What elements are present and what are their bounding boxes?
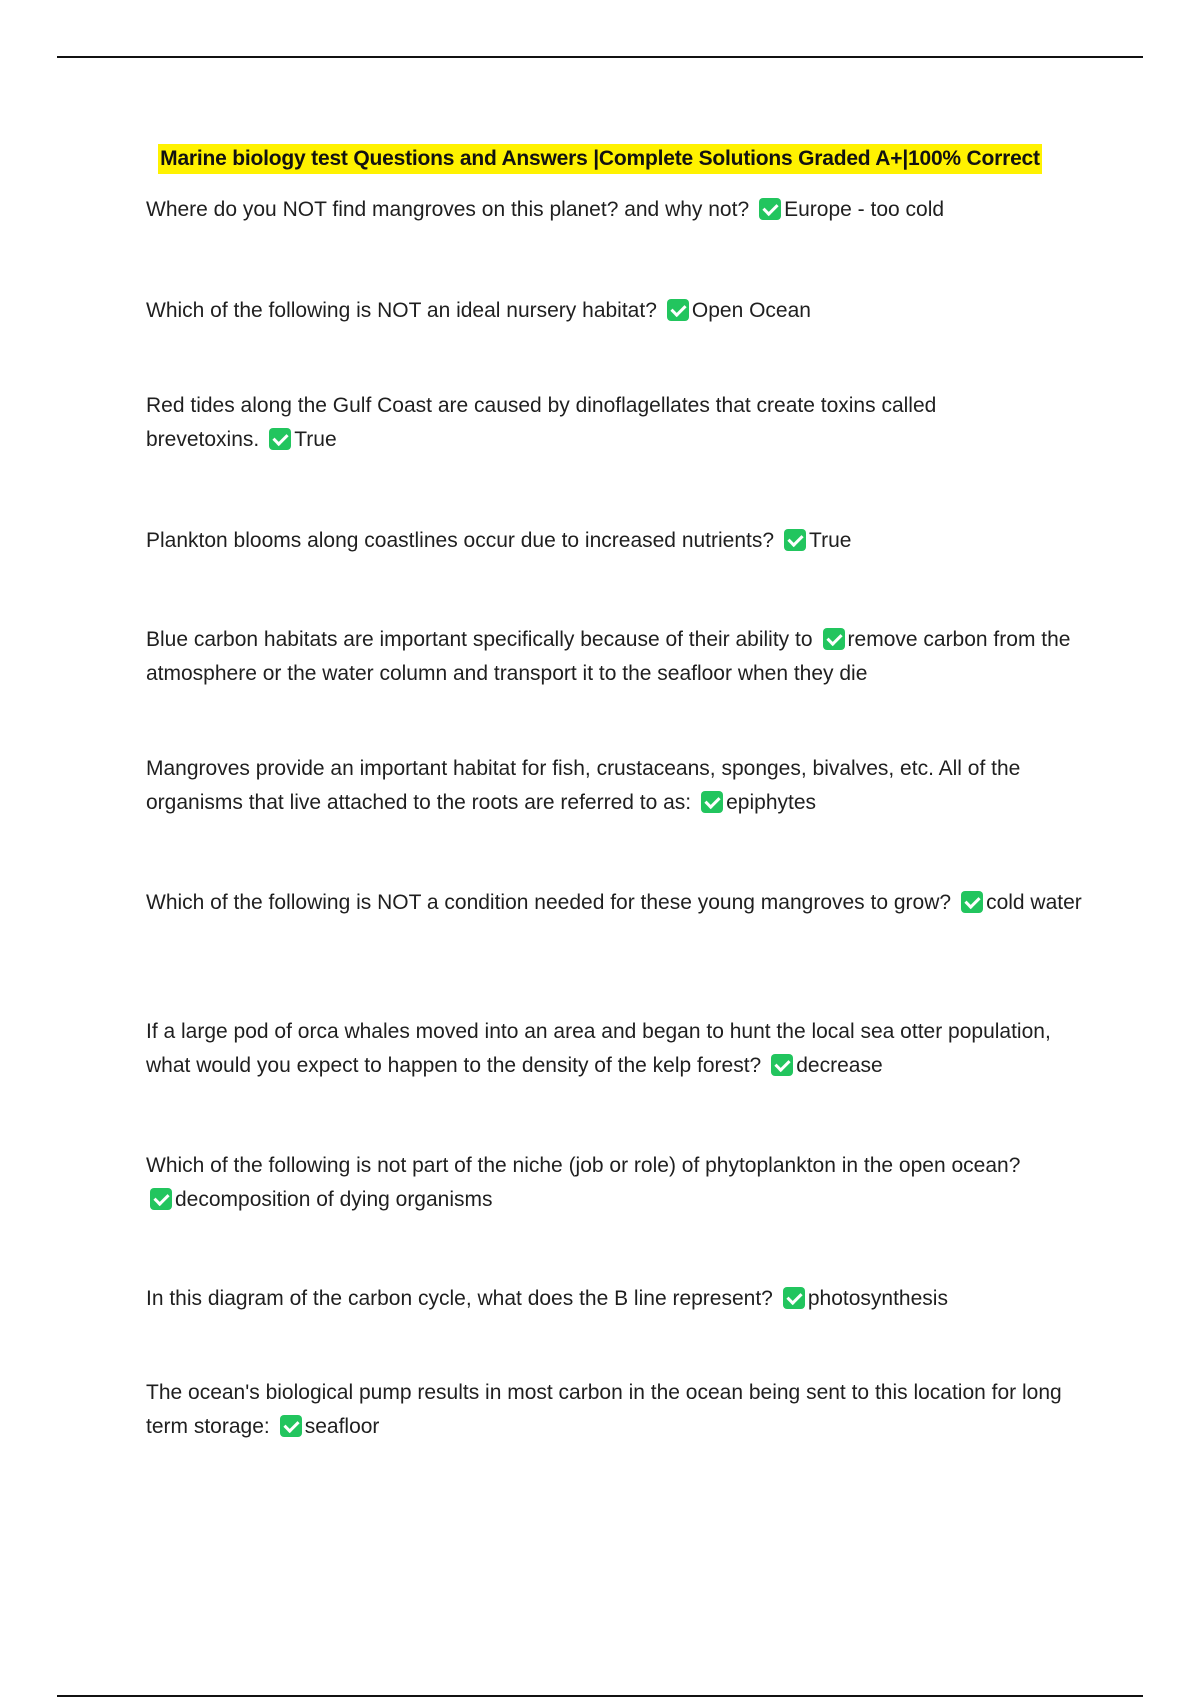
check-box-icon	[150, 1188, 172, 1210]
question-text: In this diagram of the carbon cycle, what does the B line represent?	[146, 1287, 773, 1310]
question-text: Which of the following is NOT an ideal nursery habitat?	[146, 299, 657, 322]
check-box-icon	[759, 198, 781, 220]
answer-text: remove carbon from the atmosphere or the water column and transport it to the seafloor when they die	[146, 628, 1071, 685]
document-title-container	[0, 144, 1200, 174]
qa-item-9	[146, 1149, 1121, 1217]
qa-item-11	[146, 1376, 1101, 1444]
qa-item-2	[146, 294, 1096, 328]
question-text: The ocean's biological pump results in most carbon in the ocean being sent to this location for long term storage:	[146, 1381, 1062, 1438]
question-text: Red tides along the Gulf Coast are caused by dinoflagellates that create toxins called brevetoxins.	[146, 394, 937, 451]
check-box-icon	[280, 1415, 302, 1437]
question-text: Which of the following is NOT a condition needed for these young mangroves to grow?	[146, 891, 952, 914]
check-box-icon	[783, 1287, 805, 1309]
answer-text: epiphytes	[726, 791, 817, 814]
answer-text: cold water	[986, 891, 1082, 914]
qa-item-3	[146, 389, 966, 457]
qa-item-1	[146, 193, 1096, 227]
top-rule	[57, 56, 1143, 58]
qa-item-6	[146, 752, 1096, 820]
answer-text: True	[809, 529, 852, 552]
question-text: Where do you NOT find mangroves on this planet? and why not?	[146, 198, 750, 221]
qa-item-10	[146, 1282, 1096, 1316]
qa-item-4	[146, 524, 1096, 558]
answer-text: photosynthesis	[807, 1287, 948, 1310]
question-text: Plankton blooms along coastlines occur due to increased nutrients?	[146, 529, 775, 552]
check-box-icon	[961, 891, 983, 913]
check-box-icon	[784, 529, 806, 551]
check-box-icon	[823, 628, 845, 650]
qa-item-7	[146, 886, 1106, 920]
document-title: Marine biology test Questions and Answers |Complete Solutions Graded A+|100% Correct	[158, 144, 1042, 174]
check-box-icon	[667, 299, 689, 321]
answer-text: decrease	[796, 1054, 883, 1077]
check-box-icon	[701, 791, 723, 813]
bottom-rule	[57, 1695, 1143, 1697]
answer-text: seafloor	[304, 1415, 380, 1438]
qa-item-5	[146, 623, 1071, 691]
answer-text: Open Ocean	[691, 299, 811, 322]
check-box-icon	[269, 428, 291, 450]
question-text: Which of the following is not part of the niche (job or role) of phytoplankton in the open ocean?	[146, 1154, 1021, 1177]
answer-text: decomposition of dying organisms	[175, 1188, 493, 1211]
qa-item-8	[146, 1015, 1071, 1083]
answer-text: Europe - too cold	[784, 198, 945, 221]
check-box-icon	[771, 1054, 793, 1076]
question-text: Blue carbon habitats are important specifically because of their ability to	[146, 628, 813, 651]
question-text: Mangroves provide an important habitat for fish, crustaceans, sponges, bivalves, etc. All of the organisms that live attached to the roots are referred to as:	[146, 757, 1021, 814]
question-text: If a large pod of orca whales moved into an area and began to hunt the local sea otter population, what would you expect to happen to the density of the kelp forest?	[146, 1020, 1051, 1077]
answer-text: True	[294, 428, 337, 451]
